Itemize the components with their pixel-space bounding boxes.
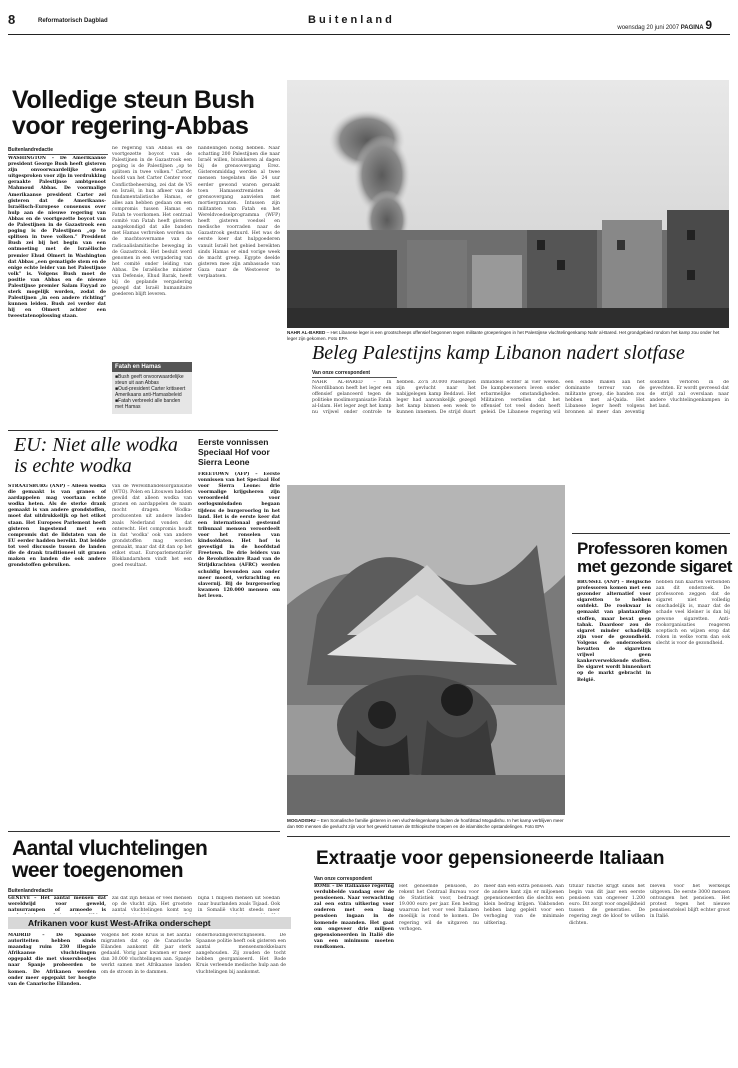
professoren-column-2: hebben hun kaarten verbonden aan dit onderzoek. De professoren zeggen dat de sigaret niet volledig onschadelijk is, maar dat de schade veel kleiner is dan bij gewone sigaretten. Anti-rookorganisaties reageren sceptisch en wijzen erop dat roken in welke vorm dan ook slecht is voor de gezondheid. (656, 580, 730, 646)
page-header (8, 8, 730, 34)
bush-headline: Volledige steun Bush voor regering-Abbas (12, 86, 255, 140)
brand-name: Reformatorisch Dagblad (38, 18, 108, 24)
africa-column-1: MADRID – De Spaanse autoriteiten hebben sinds maandag ruim 230 illegale Afrikaanse vluchtelingen opgepakt die met vissersbootjes naar Spanje probeerden te komen. De Afrikanen werden onder meer opgepakt ter hoogte van de Canarische Eilanden. (8, 933, 96, 987)
libanon-headline: Beleg Palestijns kamp Libanon nadert slotfase (312, 342, 685, 364)
africa-column-3: onderhoudingsverschijnselen. De Spaanse politie heeft ook gisteren een aantal mensensmokkelaars aangehouden. Zij zouden de tocht hebben georganiseerd. Het Rode Kruis verleende medische hulp aan de vluchtelingen bij aankomst. (196, 933, 286, 975)
section-rule (8, 430, 278, 431)
box-title: Fatah en Hamas (112, 362, 192, 372)
fatah-hamas-box (112, 362, 192, 414)
wodka-column-2: van de Wereldhandelsorganisatie (WTO). Polen en Litouwen hadden gewild dat alleen wodka van granen en aardappelen de naam mocht dragen. Wodka-producenten uit andere landen zoals Nederland vonden dat onterecht. Het compromis houdt in dat 'wodka' ook van andere grondstoffen mag worden gemaakt, maar dat dit dan op het etiket staat. Europarlementariër Bloklandarnhem vindt het een goed resultaat. (112, 484, 192, 569)
libanon-body: NAHR AL-BARED – In Noordlibanon heeft het leger een offensief gelanceerd tegen de politieke moslimorganisatie Fatah al-Islam. Het leger zegt het kamp nu vrijwel onder controle te hebben. Zo'n 30.000 Palestijnen zijn gevlucht naar het nabijgelegen kamp Beddawi. Het leger had aanvankelijk gezegd het kamp binnen een week te kunnen innemen. De strijd duurt inmiddels echter al vier weken. De kampbewoners leven onder erbarmelijke omstandigheden. Militairen vertellen dat het offensief tot veel doden heeft geleid. De Libanese regering wil een einde maken aan het dominante terreur van de militante groep, die banden zou hebben met al-Qaida. Het Libanese leger heeft volgens bronnen al meer dan zeventig soldaten verloren in de gevechten. Er wordt gevreesd dat de strijd zal overslaan naar andere vluchtelingenkampen in het land. (312, 380, 729, 416)
bush-byline: Buitenlandredactie (8, 147, 108, 155)
italiaan-column-5: bleven voor het werkelijk uitgeven. De eerste 3000 mensen ontvangen het pensioen. Het protest tegen het nieuwe pensioenstelsel blijft echter groot in Italië. (650, 884, 730, 920)
box-item: ■ Bush geeft onvoorwaardelijke steun uit aan Abbas (115, 374, 189, 386)
aantal-byline: Buitenlandredactie (8, 888, 108, 896)
italiaan-byline: Van onze correspondent (314, 876, 394, 884)
header-date: woensdag 20 juni 2007 PAGINA 9 (617, 18, 712, 32)
aantal-column-3: bijna 1 miljoen mensen uit Soedan naar buurlanden zoals Tsjaad. Ook in Somalië vlucht steeds meer (198, 896, 280, 914)
sierra-body: FREETOWN (AFP) – Eerste vonnissen van het Speciaal Hof voor Sierra Leone: drie voormalige krijgsheren zijn veroordeeld voor oorlogsmisdaden begaan tijdens de burgeroorlog in het land. Het is de eerste keer dat een internationaal gesteund tribunaal mensen veroordeelt voor het ronselen van kindsoldaten. Het hof is gevestigd in de hoofdstad Freetown. De drie leiders van de Revolutionaire Raad van de Strijdkrachten (AFRC) werden schuldig bevonden aan onder meer moord, verkrachting en slavernij. Bij de burgeroorlog kwamen 120.000 mensen om het leven. (198, 472, 280, 599)
italiaan-column-2: Het genoemde pensioen, zo rekent het Centraal Bureau voor de Statistiek voor, bedraagt 19.000 euro per jaar. Een bedrag waarvan het voor veel Italianen moeilijk is rond te komen. De regering wil de uitgaven nu verhogen. (399, 884, 479, 932)
libanon-byline: Van onze correspondent (312, 370, 397, 378)
professoren-headline: Professoren komen met gezonde sigaret (577, 539, 732, 576)
aantal-column-2: zal dat zijn helaas er veel mensen op de vlucht zijn. Het grootste aantal vluchtelingen komt nog (112, 896, 192, 914)
sierra-headline: Eerste vonnissen Speciaal Hof voor Sierra Leone (198, 437, 270, 467)
page-number-left: 8 (8, 12, 16, 27)
section-title: Buitenland (308, 14, 395, 26)
professoren-column-1: BRUSSEL (ANP) – Belgische professoren komen met een gezonder alternatief voor sigaretten te hebben ontdekt. De rookwaar is gemaakt van plantaardige stoffen, maar bevat geen tabak. Daardoor zou de sigaret minder schadelijk zijn voor de gezondheid. Volgens de onderzoekers bevatten de sigaretten vrijwel geen kankerverwekkende stoffen. De sigaret wordt binnenkort op de markt gebracht in België. (577, 580, 651, 683)
bush-column-2: ne regering van Abbas en de voortgezette boycot van de Palestijnen in de Gazastrook een poging is de Palestijnen „op te splitsen in twee volken.” Carter, hoofd van het Carter Center voor Conflictbeheersing, zei dat de VS en Israël, in hun afkeer van de fundamentalistische Hamas, er alles aan hebben gedaan om een compromis tussen Hamas en Fatah te voorkomen. Het centraal comité van Fatah heeft gisteren aangekondigd dat alle banden met Hamas verbroken worden na de machtsovername van de radicaalislamitische beweging in de Gazastrook. Het besluit werd genomen in een vergadering van het comité onder leiding van Abbas. De Israëlische minister van Defensie, Ehud Barak, heeft bij de geplande vergadering gezegd dat Israël humanitaire goederen blijft leveren. (112, 146, 192, 298)
libanon-caption: NAHR AL-BARED – Het Libanese leger is een grootscheeps offensief begonnen tegen militante groeperingen in het Palestijnse vluchtelingenkamp Nahr al-Bared. Het grondgebied rondom het kamp zou onder het leger zijn gekomen. Foto EPA (287, 330, 720, 341)
aantal-headline: Aantal vluchtelingen weer toegenomen (12, 837, 208, 882)
wodka-headline: EU: Niet alle wodka is echte wodka (14, 434, 178, 477)
italiaan-headline: Extraatje voor gepensioneerde Italiaan (316, 848, 665, 869)
section-rule (287, 836, 730, 837)
box-item: ■ Oud-president Carter kritiseert Amerikaans anti-Hamasbeleid (115, 386, 189, 398)
italiaan-column-1: ROME – De Italiaanse regering verdubbelde vandaag over de pensioenen. Naar verwachting zal een extra uitkering voor ouderen met een laag pensioen ingaan in de komende maanden. Het gaat om ongeveer drie miljoen gepensioneerden in Italië die van een minimum moeten rondkomen. (314, 884, 394, 950)
section-rule (8, 831, 280, 832)
section-rule (572, 533, 730, 534)
header-rule (8, 34, 730, 35)
somalie-photo (287, 485, 565, 815)
wodka-column-1: STRAATSBURG (ANP) – Alleen wodka die gemaakt is van granen of aardappelen mag voortaan echte wodka heten. Als de sterke drank gemaakt is van andere grondstoffen, moet dat uitdrukkelijk op het etiket staan. Het Europees Parlement heeft gisteren ingestemd met een compromis dat de lidstaten van de EU eerder hadden bereikt. Dat leidde tot veel discussie tussen de landen die de drank traditioneel uit granen maken en landen die ook andere grondstoffen gebruiken. (8, 484, 106, 569)
bush-column-1: WASHINGTON – De Amerikaanse president George Bush heeft gisteren zijn onvoorwaardelijke steun uitgesproken voor zijn in verdrukking geraakte Palestijnse ambtgenoot Mahmoud Abbas. De voormalige Amerikaanse president Carter zei gisteren dat de Amerikaans-Israëlisch-Europese consensus over hulp aan de nieuwe regering van Abbas en de voortgezette boycot van de Palestijnen in de Gazastrook een poging is de Palestijnen „op te splitsen in twee volken.” President Bush zei bij het begin van een ontmoeting met de Israëlische premier Ehud Olmert in Washington dat Abbas „een gematigde stem en de enige echte leider van het Palestijnse volk” is. Volgens Bush moet de positie van Abbas en de nieuwe Palestijnse premier Salam Fayyad zo sterk mogelijk worden, zodat de Palestijnen „in een andere richting” kunnen leiden. Bush zei verder dat hij en Olmert achter een tweestatenoplossing staan. (8, 156, 106, 320)
box-item: ■ Fatah verbreekt alle banden met Hamas (115, 398, 189, 410)
aantal-column-1: GENÈVE – Het aantal mensen dat wereldwijd voor geweld, natuurrampen of armoede is (8, 896, 106, 914)
italiaan-column-4: titular functie krijgt sinds het begin van dit jaar een eerste pensioen van ongeveer 1.200 euro. Dit zorgt voor ongelijkheid tussen de generaties. De regering zegt de kloof te willen dichten. (569, 884, 645, 926)
africa-column-2: Volgens het Rode Kruis is het aantal migranten dat op de Canarische Eilanden aankomt dit jaar sterk gedaald. Vorig jaar kwamen er meer dan 30.000 vluchtelingen aan. Spanje werkt samen met Afrikaanse landen om de stroom in te dammen. (101, 933, 191, 975)
libanon-photo (287, 80, 729, 328)
bush-column-3: handelingen nodig hebben. Naar schatting 200 Palestijnen die naar Israël willen, bivakkeren al dagen bij de grensovergang Erez. Gisterenmiddag werden al twee mensen toegelaten die 24 uur eerder gewond waren geraakt toen Hamasextremisten de grensovergang aanvielen met mortiergranaten. Intussen zijn militanten van Fatah en het Wereldvoedselprogramma (WFP) heeft gisteren voedsel en medische voorraden naar de Gazastrook gestuurd. Het was de eerste keer dat hulpgoederen vanuit Israël het gebied bereikten sinds Hamas er eind vorige week de macht greep. Egypte deelde gisteren mee zijn ambassade van Gaza naar de Westoever te verplaatsen. (198, 146, 280, 279)
africa-headline: Afrikanen voor kust West-Afrika onderschept (8, 917, 291, 929)
somalie-caption: MOGADISHU – Een Somalische familie gisteren in een vluchtelingenkamp buiten de hoofdstad Mogadishu. In het kamp verblijven meer dan 900 mensen die gevlucht zijn voor het geweld tussen de Ethiopische troepen en de islamitische opstandelingen. Foto EPA (287, 818, 564, 829)
italiaan-column-3: meer dan één extra pensioen. Aan de andere kant zijn er miljoenen gepensioneerden die slechts een klein bedrag krijgen. Vakbonden hebben lang gepleit voor een verhoging van de minimale uitkering. (484, 884, 564, 926)
